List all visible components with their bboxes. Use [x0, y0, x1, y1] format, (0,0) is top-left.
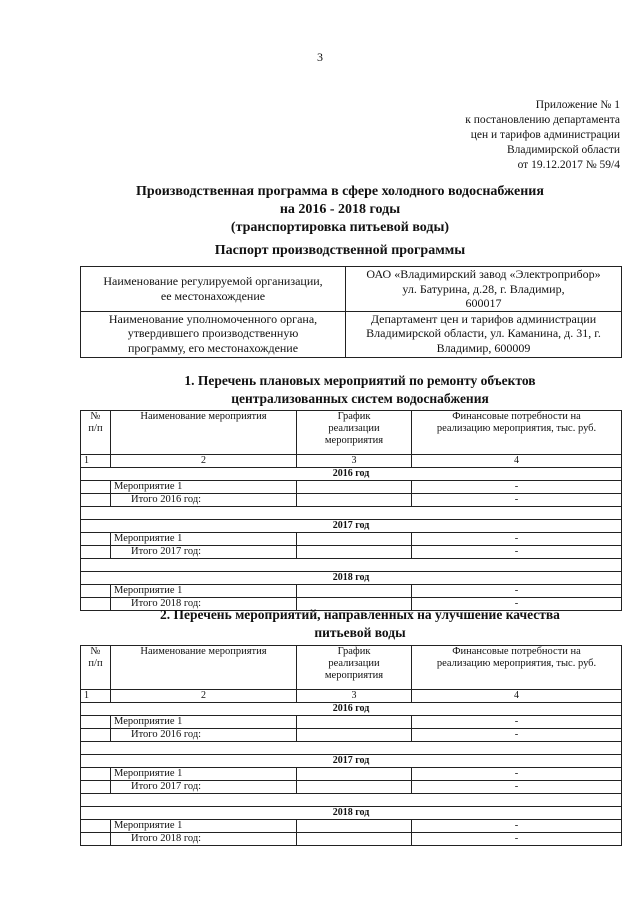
spacer-row: [81, 794, 622, 807]
total-label: Итого 2018 год:: [111, 833, 297, 846]
measure-name: Мероприятие 1: [111, 820, 297, 833]
col-number: 4: [412, 455, 622, 468]
year-row: [81, 468, 622, 481]
section1-table: [80, 410, 622, 611]
measure-value: -: [412, 716, 622, 729]
appendix-line: к постановлению департамента: [465, 114, 620, 126]
measure-value: -: [412, 533, 622, 546]
passport-value: [346, 267, 622, 312]
year-row: [81, 520, 622, 533]
header-schedule: График реализации мероприятия: [297, 411, 412, 455]
passport-row: [81, 267, 622, 312]
passport-value-line: ул. Батурина, д.28, г. Владимир,: [402, 281, 565, 296]
col-number: 2: [111, 455, 297, 468]
passport-value-line: Департамент цен и тарифов администрации: [370, 311, 597, 326]
total-row: [81, 494, 622, 507]
total-label: Итого 2016 год:: [111, 729, 297, 742]
year-row: [81, 572, 622, 585]
measure-value: -: [412, 481, 622, 494]
year-row: [81, 703, 622, 716]
section-title-line: централизованных систем водоснабжения: [231, 391, 489, 406]
year-row: [81, 807, 622, 820]
passport-value-line: Владимир, 600009: [436, 340, 531, 355]
col-number: 1: [81, 690, 111, 703]
measure-value: -: [412, 768, 622, 781]
total-value: -: [412, 494, 622, 507]
header-name: Наименование мероприятия: [111, 411, 297, 455]
measure-row: [81, 820, 622, 833]
measure-row: [81, 768, 622, 781]
header-row: [81, 646, 622, 690]
spacer-row: [81, 742, 622, 755]
total-label: Итого 2016 год:: [111, 494, 297, 507]
total-value: -: [412, 833, 622, 846]
column-number-row: [81, 690, 622, 703]
measure-value: -: [412, 585, 622, 598]
section1-title: [100, 372, 620, 408]
col-number: 4: [412, 690, 622, 703]
col-number: 1: [81, 455, 111, 468]
spacer-row: [81, 507, 622, 520]
measure-name: Мероприятие 1: [111, 481, 297, 494]
appendix-line: Владимирской области: [506, 144, 620, 156]
total-label: Итого 2017 год:: [111, 546, 297, 559]
passport-title: Паспорт производственной программы: [214, 243, 466, 258]
passport-label: [81, 267, 346, 312]
column-number-row: [81, 455, 622, 468]
header-name: Наименование мероприятия: [111, 646, 297, 690]
col-number: 2: [111, 690, 297, 703]
passport-label-line: программу, его местонахождение: [127, 340, 299, 355]
total-value: -: [412, 546, 622, 559]
year-label: 2018 год: [81, 572, 622, 585]
section2-title: [100, 606, 620, 642]
section2-table: [80, 645, 622, 846]
passport-value-line: Владимирской области, ул. Каманина, д. 31, г.: [366, 326, 601, 340]
year-label: 2016 год: [81, 703, 622, 716]
year-row: [81, 755, 622, 768]
year-label: 2017 год: [81, 755, 622, 768]
total-row: [81, 546, 622, 559]
passport-table: [80, 266, 622, 358]
measure-name: Мероприятие 1: [111, 533, 297, 546]
passport-row: [81, 311, 622, 357]
header-row: [81, 411, 622, 455]
total-label: Итого 2018 год:: [111, 598, 297, 611]
year-label: 2018 год: [81, 807, 622, 820]
header-finance: Финансовые потребности на реализацию мероприятия, тыс. руб.: [412, 411, 622, 455]
total-row: [81, 833, 622, 846]
total-value: -: [412, 598, 622, 611]
passport-value: [346, 311, 622, 357]
title-line: (транспортировка питьевой воды): [230, 220, 450, 235]
section-title-line: питьевой воды: [314, 625, 406, 640]
passport-label: [81, 311, 346, 357]
passport-label-line: утвердившего производственную: [127, 326, 299, 340]
measure-name: Мероприятие 1: [111, 768, 297, 781]
measure-name: Мероприятие 1: [111, 716, 297, 729]
header-finance: Финансовые потребности на реализацию мероприятия, тыс. руб.: [412, 646, 622, 690]
total-value: -: [412, 729, 622, 742]
page-number: 3: [317, 50, 323, 64]
total-row: [81, 781, 622, 794]
year-label: 2016 год: [81, 468, 622, 481]
appendix-line: от 19.12.2017 № 59/4: [517, 159, 620, 171]
appendix-block: [420, 98, 620, 173]
title-line: Производственная программа в сфере холодного водоснабжения: [136, 184, 544, 199]
header-num: № п/п: [81, 411, 111, 455]
document-title: [60, 183, 620, 237]
passport-label-line: Наименование уполномоченного органа,: [108, 311, 318, 326]
appendix-line: Приложение № 1: [535, 99, 620, 111]
total-row: [81, 729, 622, 742]
measure-row: [81, 585, 622, 598]
total-label: Итого 2017 год:: [111, 781, 297, 794]
passport-label-line: ее местонахождение: [160, 288, 266, 303]
measure-value: -: [412, 820, 622, 833]
col-number: 3: [297, 690, 412, 703]
header-schedule: График реализации мероприятия: [297, 646, 412, 690]
measure-row: [81, 716, 622, 729]
measure-row: [81, 533, 622, 546]
measure-row: [81, 481, 622, 494]
year-label: 2017 год: [81, 520, 622, 533]
spacer-row: [81, 559, 622, 572]
appendix-line: цен и тарифов администрации: [470, 129, 620, 141]
title-line: на 2016 - 2018 годы: [279, 202, 401, 217]
passport-value-line: 600017: [465, 296, 502, 310]
total-value: -: [412, 781, 622, 794]
measure-name: Мероприятие 1: [111, 585, 297, 598]
section-title-line: 2. Перечень мероприятий, направленных на улучшение качества: [160, 607, 560, 622]
passport-label-line: Наименование регулируемой организации,: [103, 274, 323, 289]
header-num: № п/п: [81, 646, 111, 690]
section-title-line: 1. Перечень плановых мероприятий по ремонту объектов: [184, 373, 536, 388]
col-number: 3: [297, 455, 412, 468]
passport-value-line: ОАО «Владимирский завод «Электроприбор»: [366, 267, 601, 281]
